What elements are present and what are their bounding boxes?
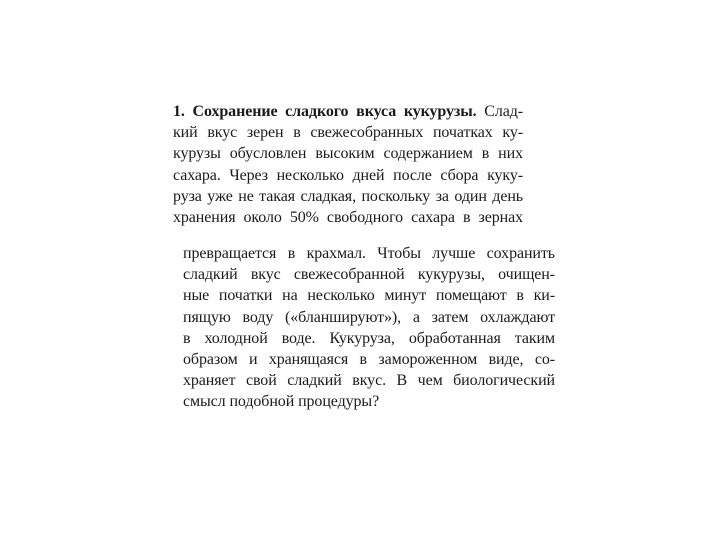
text-line-fragment: Слад- [476, 103, 523, 120]
text-block-top [173, 101, 523, 228]
text-line: хранения около 50% свободного сахара в зернах [173, 209, 523, 227]
text-line [173, 101, 523, 122]
text-line: в холодной воде. Кукуруза, обработанная таким [183, 329, 555, 347]
text-line: сахара. Через несколько дней после сбора куку- [173, 166, 523, 184]
text-line: образом и хранящаяся в замороженном виде, со- [183, 351, 555, 369]
text-line: пящую воду («бланшируют»), а затем охлаждают [183, 308, 555, 326]
text-line: превращается в крахмал. Чтобы лучше сохранить [183, 245, 555, 262]
text-line: руза уже не такая сладкая, поскольку за один день [173, 187, 523, 205]
section-heading: 1. Сохранение сладкого вкуса кукурузы. [173, 103, 477, 120]
text-line: сладкий вкус свежесобранной кукурузы, очищен- [183, 266, 555, 284]
text-line: ные початки на несколько минут помещают в ки- [183, 287, 555, 305]
text-line: храняет свой сладкий вкус. В чем биологический [183, 372, 555, 390]
text-line: кий вкус зерен в свежесобранных початках ку- [173, 124, 523, 142]
text-block-bottom [183, 243, 555, 413]
text-line: курузы обусловлен высоким содержанием в них [173, 145, 523, 163]
text-line: смысл подобной процедуры? [183, 393, 380, 411]
